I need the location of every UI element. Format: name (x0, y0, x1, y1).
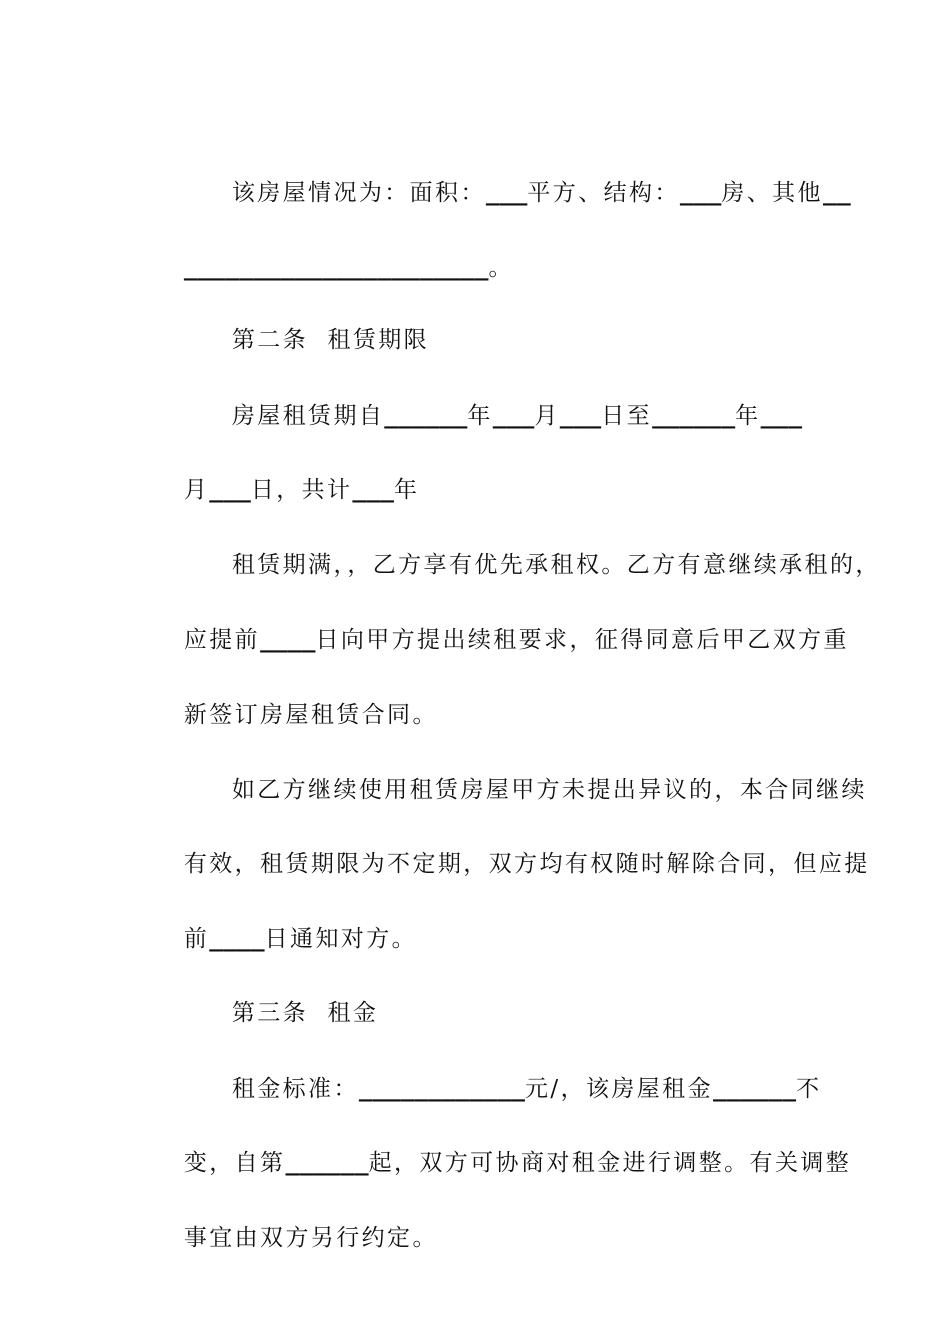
text-segment: 月 (534, 403, 560, 429)
text-segment: 如乙方继续使用租赁房屋甲方未提出异议的，本合同继续 (231, 777, 867, 803)
paragraph-line-lease-term (193, 356, 803, 429)
text-segment: 日至 (601, 403, 653, 429)
blank-line: ______________________ (183, 255, 489, 281)
blank-line: ___ (209, 477, 251, 503)
blank-line: ____ (209, 926, 265, 952)
text-segment: 变，自第 (183, 1150, 286, 1176)
paragraph-line-renewal-end (145, 655, 438, 728)
section-heading-article-2 (193, 280, 430, 353)
blank-line: ____ (260, 627, 316, 653)
paragraph-line-rent-standard (193, 1029, 822, 1102)
blank-line: ___ (679, 180, 722, 206)
section-heading-article-3 (193, 953, 379, 1026)
text-segment: 不 (796, 1076, 822, 1102)
blank-line: ___ (760, 403, 803, 429)
text-segment: 新签订房屋租赁合同。 (183, 702, 438, 728)
text-segment: 房屋租赁期自 (231, 403, 385, 429)
text-segment: 租金标准： (231, 1076, 359, 1102)
paragraph-line-rent-end (145, 1178, 438, 1251)
paragraph-line-rent-adjust (145, 1103, 852, 1176)
paragraph-line-indefinite (193, 730, 867, 803)
text-segment: 起，双方可协商对租金进行调整。有关调整 (368, 1150, 852, 1176)
text-segment: 应提前 (183, 627, 261, 653)
blank-line: ___ (485, 180, 528, 206)
blank-line: ______ (384, 403, 468, 429)
paragraph-line-house-info (193, 133, 851, 206)
paragraph-line-house-other (145, 208, 514, 281)
text-segment: 年 (467, 403, 493, 429)
text-segment: 有效，租赁期限为不定期，双方均有权随时解除合同，但应提 (183, 851, 870, 877)
text-segment: 租赁期满，，乙方享有优先承租权。乙方有意继续承租的， (231, 552, 881, 578)
text-segment: 平方、结构： (527, 180, 680, 206)
paragraph-line-renewal (193, 505, 881, 578)
text-segment: 。 (488, 255, 514, 281)
blank-line: ______ (285, 1150, 369, 1176)
text-segment: 元/，该房屋租金 (525, 1076, 713, 1102)
blank-line: ______ (712, 1076, 797, 1102)
heading-text: 第三条 租金 (231, 1000, 379, 1026)
text-segment: 前 (183, 926, 210, 952)
paragraph-line-lease-term-cont (145, 430, 420, 503)
heading-text: 第二条 租赁期限 (231, 327, 430, 353)
text-segment: 年 (735, 403, 761, 429)
blank-line: ___ (559, 403, 602, 429)
blank-line: ___ (352, 477, 394, 503)
text-segment: 月 (183, 477, 210, 503)
blank-line: __ (822, 180, 851, 206)
text-segment: 日向甲方提出续租要求，征得同意后甲乙双方重 (315, 627, 849, 653)
text-segment: 房、其他 (721, 180, 823, 206)
text-segment: 该房屋情况为：面积： (231, 180, 486, 206)
paragraph-line-indefinite-end (145, 879, 418, 952)
text-segment: 年 (393, 477, 420, 503)
blank-line: ____________ (358, 1076, 526, 1102)
text-segment: 日通知对方。 (264, 926, 418, 952)
text-segment: 日，共计 (250, 477, 353, 503)
paragraph-line-renewal-cont (145, 580, 849, 653)
paragraph-line-indefinite-cont (145, 804, 870, 877)
text-segment: 事宜由双方另行约定。 (183, 1225, 438, 1251)
blank-line: ___ (492, 403, 535, 429)
blank-line: ______ (652, 403, 736, 429)
